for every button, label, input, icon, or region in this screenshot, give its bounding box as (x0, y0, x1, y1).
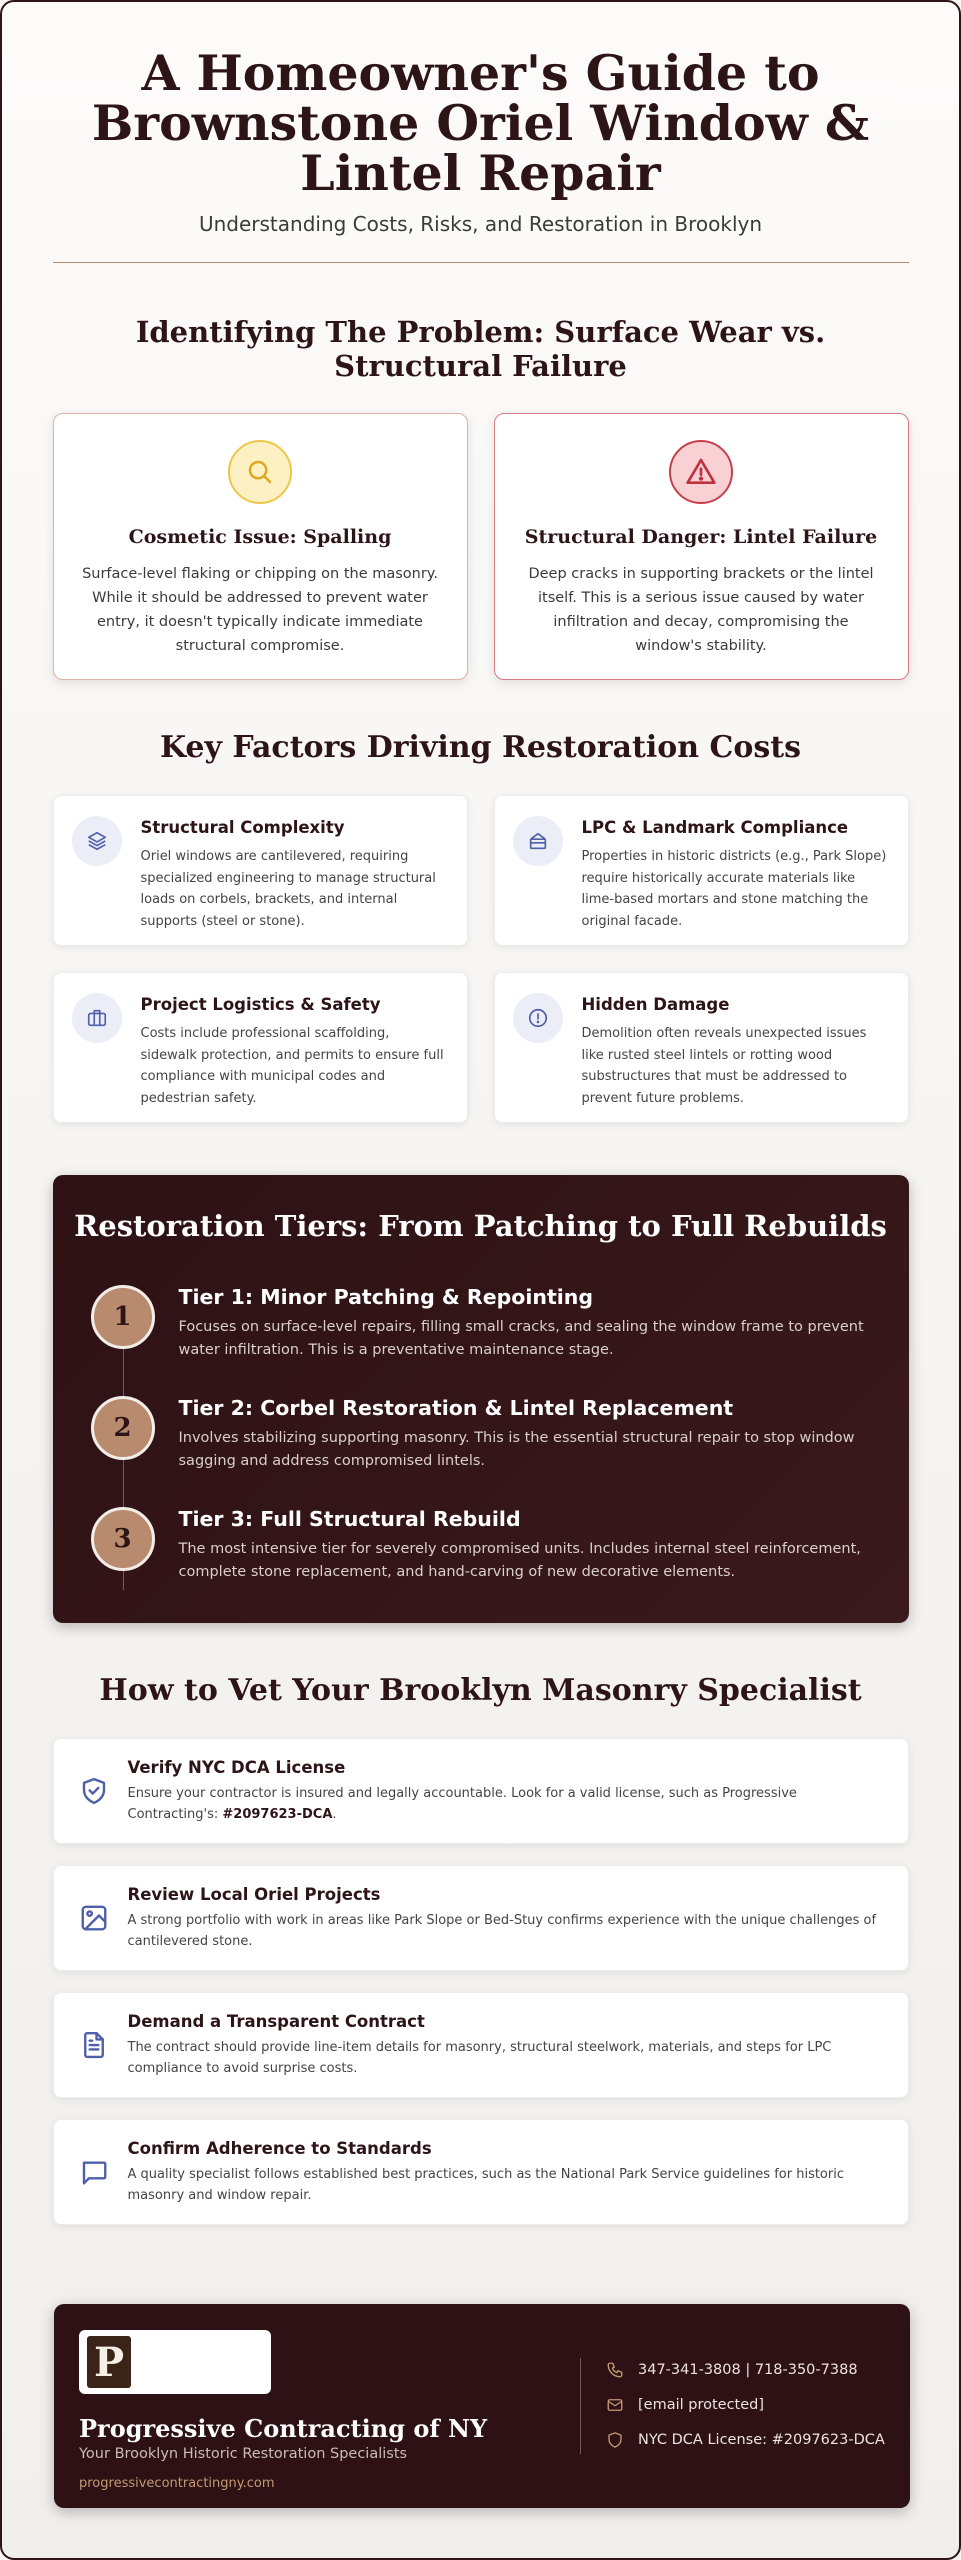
vet-text: A strong portfolio with work in areas like Park Slope or Bed-Stuy confirms experience with the unique challenges of cantilevered stone. (127, 1912, 877, 1949)
shield-icon (606, 2431, 624, 2449)
layers-icon (72, 816, 122, 866)
tier-number-badge: 3 (91, 1507, 155, 1571)
factor-text: Costs include professional scaffolding, sidewalk protection, and permits to ensure full compliance with municipal codes and pedestrian safety. (140, 1026, 444, 1106)
briefcase-icon (72, 993, 122, 1043)
factor-text: Demolition often reveals unexpected issues like rusted steel lintels or rotting wood substructures that must be addressed to prevent future problems. (581, 1026, 867, 1106)
cosmetic-issue-card (53, 413, 468, 680)
vet-section (2, 1673, 959, 2225)
license-text: NYC DCA License: #2097623-DCA (638, 2432, 885, 2448)
factor-title: Structural Complexity (140, 818, 345, 837)
landmark-icon (513, 816, 563, 866)
email-address[interactable]: [email protected] (638, 2397, 765, 2413)
cost-section-title: Key Factors Driving Restoration Costs (159, 730, 802, 765)
vet-title: Demand a Transparent Contract (127, 2011, 425, 2031)
image-icon (76, 1903, 112, 1933)
factor-card-logistics-safety (53, 972, 468, 1123)
tier-text: Focuses on surface-level repairs, filling small cracks, and sealing the window frame to prevent water infiltration. This is a preventative maintenance stage. (178, 1319, 864, 1358)
chat-icon (76, 2157, 112, 2187)
cost-factors-section (2, 730, 959, 1123)
tier-text: The most intensive tier for severely compromised units. Includes internal steel reinforcement, complete stone replacement, and hand-carving of new decorative elements. (178, 1541, 861, 1580)
tier-item-2 (91, 1396, 881, 1473)
phone-numbers[interactable]: 347-341-3808 | 718-350-7388 (638, 2362, 858, 2378)
card-text: Surface-level flaking or chipping on the masonry. While it should be addressed to prevent water entry, it doesn't typically indicate immediate structural compromise. (82, 566, 438, 654)
factor-card-hidden-damage (494, 972, 909, 1123)
vet-title: Review Local Oriel Projects (127, 1884, 381, 1904)
footer-divider (580, 2358, 581, 2454)
factor-title: Project Logistics & Safety (140, 995, 381, 1014)
tier-title: Tier 2: Corbel Restoration & Lintel Replacement (178, 1396, 734, 1420)
logo-mark: P (87, 2336, 131, 2388)
tier-text: Involves stabilizing supporting masonry. This is the essential structural repair to stop window sagging and address compromised lintels. (178, 1430, 855, 1469)
shield-check-icon (76, 1776, 112, 1806)
mail-icon (606, 2396, 624, 2414)
vet-title: Verify NYC DCA License (127, 1757, 346, 1777)
vet-item-contract (53, 1992, 909, 2098)
factor-card-lpc-compliance (494, 795, 909, 946)
problem-section (2, 315, 959, 680)
search-icon (228, 440, 292, 504)
company-logo (79, 2330, 271, 2394)
contact-license (606, 2430, 885, 2450)
website-link[interactable]: progressivecontractingny.com (79, 2476, 275, 2491)
alert-circle-icon (513, 993, 563, 1043)
vet-title: Confirm Adherence to Standards (127, 2138, 432, 2158)
tier-title: Tier 3: Full Structural Rebuild (178, 1507, 521, 1531)
card-text: Deep cracks in supporting brackets or the lintel itself. This is a serious issue caused by water infiltration and decay, compromising the window's stability. (528, 566, 874, 654)
page-title: A Homeowner's Guide to Brownstone Oriel Window & Lintel Repair (91, 44, 870, 202)
footer (54, 2304, 910, 2508)
tier-item-1 (91, 1285, 881, 1362)
phone-icon (606, 2361, 624, 2379)
vet-item-standards (53, 2119, 909, 2225)
warning-icon (669, 440, 733, 504)
factor-card-structural-complexity (53, 795, 468, 946)
vet-text: A quality specialist follows established best practices, such as the National Park Service guidelines for historic masonry and window repair. (127, 2166, 844, 2203)
tier-number-badge: 2 (91, 1396, 155, 1460)
hero (2, 2, 959, 263)
company-tagline: Your Brooklyn Historic Restoration Specialists (79, 2446, 408, 2462)
tier-title: Tier 1: Minor Patching & Repointing (178, 1285, 594, 1309)
tiers-title: Restoration Tiers: From Patching to Full Rebuilds (74, 1209, 887, 1243)
card-title: Structural Danger: Lintel Failure (524, 526, 878, 548)
page-subtitle: Understanding Costs, Risks, and Restoration in Brooklyn (198, 212, 763, 236)
company-name: Progressive Contracting of NY (79, 2414, 488, 2443)
vet-item-projects (53, 1865, 909, 1971)
divider (53, 262, 909, 263)
vet-section-title: How to Vet Your Brooklyn Masonry Specialist (99, 1673, 862, 1708)
factor-text: Properties in historic districts (e.g., Park Slope) require historically accurate materials like lime-based mortars and stone matching the original facade. (581, 849, 887, 929)
document-icon (76, 2030, 112, 2060)
restoration-tiers-panel (53, 1175, 909, 1623)
tier-number-badge: 1 (91, 1285, 155, 1349)
license-number: #2097623-DCA (222, 1806, 333, 1822)
contact-email (606, 2395, 764, 2415)
vet-text: The contract should provide line-item details for masonry, structural steelwork, materials, and steps for LPC compliance to avoid surprise costs. (127, 2039, 832, 2076)
factor-title: LPC & Landmark Compliance (581, 818, 849, 837)
tier-item-3 (91, 1507, 881, 1584)
contact-phone (606, 2360, 858, 2380)
problem-section-title: Identifying The Problem: Surface Wear vs. Structural Failure (135, 315, 826, 383)
card-title: Cosmetic Issue: Spalling (128, 526, 392, 548)
factor-title: Hidden Damage (581, 995, 730, 1014)
vet-item-license (53, 1738, 909, 1844)
structural-danger-card (494, 413, 909, 680)
factor-text: Oriel windows are cantilevered, requiring specialized engineering to manage structural loads on corbels, brackets, and internal supports (steel or stone). (140, 849, 436, 929)
vet-text: Ensure your contractor is insured and legally accountable. Look for a valid license, such as Progressive Contracting's: #2097623-DCA. (127, 1785, 797, 1822)
